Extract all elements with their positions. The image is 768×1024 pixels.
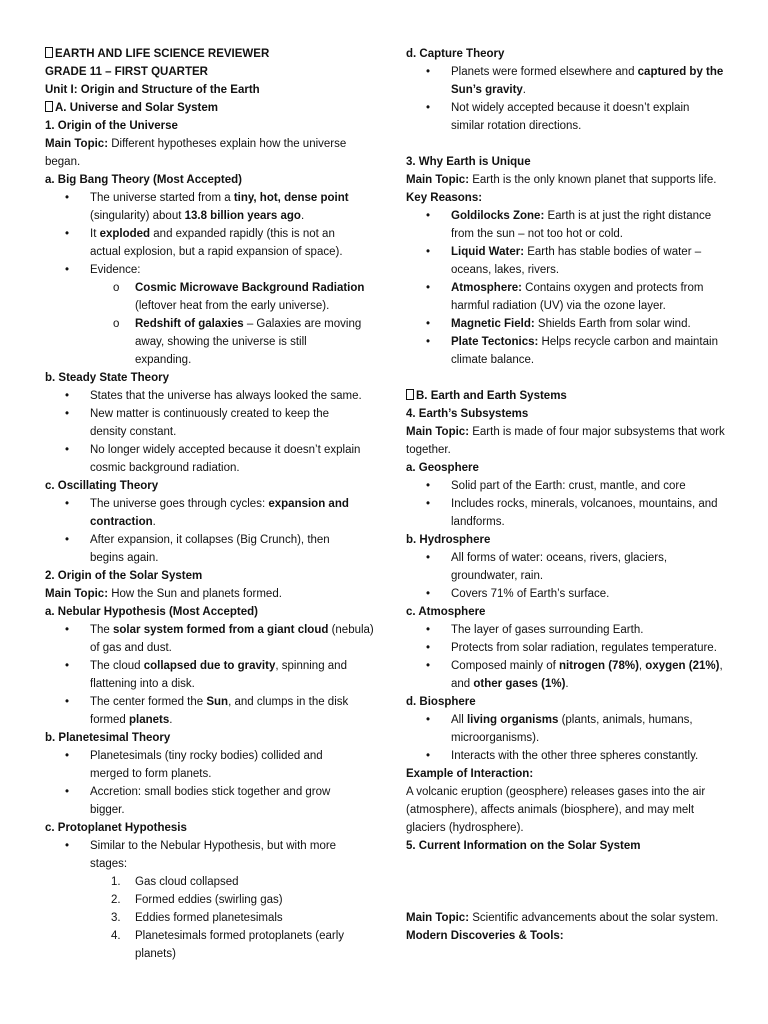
bullet-icon: • xyxy=(426,660,431,672)
doc-title: EARTH AND LIFE SCIENCE REVIEWER xyxy=(45,45,367,63)
list-item: • Protects from solar radiation, regulates temperature. xyxy=(406,639,728,657)
main-topic-4-cont: together. xyxy=(406,444,451,456)
capture-heading: d. Capture Theory xyxy=(406,48,505,60)
bullet-icon: • xyxy=(426,102,431,114)
bullet-icon: • xyxy=(65,444,70,456)
bullet-icon: • xyxy=(426,246,431,258)
list-item: • The universe goes through cycles: expansion and contraction. xyxy=(45,495,367,531)
oscillating-heading: c. Oscillating Theory xyxy=(45,480,159,492)
list-item: • Not widely accepted because it doesn’t explain similar rotation directions. xyxy=(406,99,728,135)
grade-line: GRADE 11 – FIRST QUARTER xyxy=(45,66,208,78)
big-bang-heading: a. Big Bang Theory (Most Accepted) xyxy=(45,174,243,186)
main-topic-1: Main Topic: Different hypotheses explain how the universe xyxy=(45,138,347,150)
key-reasons-heading: Key Reasons: xyxy=(406,192,483,204)
list-item: • Evidence: xyxy=(45,261,367,279)
bullet-icon: • xyxy=(426,66,431,78)
bullet-icon: • xyxy=(65,264,70,276)
list-item: • Includes rocks, minerals, volcanoes, mountains, and landforms. xyxy=(406,495,728,531)
list-item: • After expansion, it collapses (Big Crunch), then begins again. xyxy=(45,531,367,567)
list-item: • The cloud collapsed due to gravity, spinning and flattening into a disk. xyxy=(45,657,367,693)
bullet-icon: • xyxy=(65,840,70,852)
main-topic-4: Main Topic: Earth is made of four major subsystems that work xyxy=(406,426,725,438)
list-item: • States that the universe has always looked the same. xyxy=(45,387,367,405)
protoplanet-heading: c. Protoplanet Hypothesis xyxy=(45,822,187,834)
sub-bullet-icon: o xyxy=(113,282,120,294)
list-item: • All living organisms (plants, animals, humans, microorganisms). xyxy=(406,711,728,747)
bullet-icon: • xyxy=(426,336,431,348)
missing-glyph-icon xyxy=(406,389,414,400)
why-earth-unique-heading: 3. Why Earth is Unique xyxy=(406,156,531,168)
sub-list-item: o Cosmic Microwave Background Radiation (leftover heat from the early universe). xyxy=(45,279,367,315)
main-topic-2: Main Topic: How the Sun and planets formed. xyxy=(45,588,282,600)
main-topic-1-cont: began. xyxy=(45,156,81,168)
atmosphere-heading: c. Atmosphere xyxy=(406,606,486,618)
biosphere-heading: d. Biosphere xyxy=(406,696,476,708)
list-item: • The layer of gases surrounding Earth. xyxy=(406,621,728,639)
origin-solar-system-heading: 2. Origin of the Solar System xyxy=(45,570,203,582)
interaction-heading: Example of Interaction: xyxy=(406,768,534,780)
list-item: • All forms of water: oceans, rivers, glaciers, groundwater, rain. xyxy=(406,549,728,585)
list-item: • Planets were formed elsewhere and captured by the Sun’s gravity. xyxy=(406,63,728,99)
modern-discoveries-heading: Modern Discoveries & Tools: xyxy=(406,930,564,942)
list-item: • New matter is continuously created to keep the density constant. xyxy=(45,405,367,441)
bullet-icon: • xyxy=(426,624,431,636)
list-item: • The universe started from a tiny, hot, dense point (singularity) about 13.8 billion years ago. xyxy=(45,189,367,225)
section-a-heading: A. Universe and Solar System xyxy=(45,99,367,117)
bullet-icon: • xyxy=(65,750,70,762)
list-item: • Atmosphere: Contains oxygen and protects from harmful radiation (UV) via the ozone layer. xyxy=(406,279,728,315)
geosphere-heading: a. Geosphere xyxy=(406,462,479,474)
bullet-icon: • xyxy=(65,390,70,402)
left-column xyxy=(45,45,374,963)
list-item: • Plate Tectonics: Helps recycle carbon and maintain climate balance. xyxy=(406,333,728,369)
bullet-icon: • xyxy=(426,282,431,294)
bullet-icon: • xyxy=(65,624,70,636)
numbered-item: 2. Formed eddies (swirling gas) xyxy=(111,894,283,906)
bullet-icon: • xyxy=(426,498,431,510)
section-b-heading: B. Earth and Earth Systems xyxy=(406,387,728,405)
list-item: • It exploded and expanded rapidly (this is not an actual explosion, but a rapid expansion of space). xyxy=(45,225,367,261)
earth-subsystems-heading: 4. Earth’s Subsystems xyxy=(406,408,529,420)
bullet-icon: • xyxy=(426,750,431,762)
list-item: • Magnetic Field: Shields Earth from solar wind. xyxy=(406,315,728,333)
missing-glyph-icon xyxy=(45,47,53,58)
right-column xyxy=(406,45,728,945)
planetesimal-heading: b. Planetesimal Theory xyxy=(45,732,171,744)
list-item: • Goldilocks Zone: Earth is at just the right distance from the sun – not too hot or cold. xyxy=(406,207,728,243)
interaction-text: (atmosphere), affects animals (biosphere), and may melt xyxy=(406,804,695,816)
list-item: • The solar system formed from a giant cloud (nebula) of gas and dust. xyxy=(45,621,367,657)
numbered-item: 1. Gas cloud collapsed xyxy=(111,876,239,888)
bullet-icon: • xyxy=(426,480,431,492)
list-item: • Interacts with the other three spheres constantly. xyxy=(406,747,728,765)
list-item: • Solid part of the Earth: crust, mantle, and core xyxy=(406,477,728,495)
list-item: • Composed mainly of nitrogen (78%), oxygen (21%), and other gases (1%). xyxy=(406,657,728,693)
sub-list-item: o Redshift of galaxies – Galaxies are moving away, showing the universe is still expanding. xyxy=(45,315,367,369)
interaction-text: A volcanic eruption (geosphere) releases gases into the air xyxy=(406,786,706,798)
missing-glyph-icon xyxy=(45,101,53,112)
list-item: • Covers 71% of Earth’s surface. xyxy=(406,585,728,603)
list-item: • Planetesimals (tiny rocky bodies) collided and merged to form planets. xyxy=(45,747,367,783)
bullet-icon: • xyxy=(426,210,431,222)
numbered-item: 4. Planetesimals formed protoplanets (early planets) xyxy=(111,930,345,960)
bullet-icon: • xyxy=(426,714,431,726)
bullet-icon: • xyxy=(65,228,70,240)
nebular-heading: a. Nebular Hypothesis (Most Accepted) xyxy=(45,606,259,618)
bullet-icon: • xyxy=(426,588,431,600)
list-item: • The center formed the Sun, and clumps in the disk formed planets. xyxy=(45,693,367,729)
main-topic-3: Main Topic: Earth is the only known planet that supports life. xyxy=(406,174,717,186)
bullet-icon: • xyxy=(65,696,70,708)
list-item: • No longer widely accepted because it doesn’t explain cosmic background radiation. xyxy=(45,441,367,477)
interaction-text: glaciers (hydrosphere). xyxy=(406,822,524,834)
bullet-icon: • xyxy=(426,318,431,330)
list-item: • Liquid Water: Earth has stable bodies of water – oceans, lakes, rivers. xyxy=(406,243,728,279)
bullet-icon: • xyxy=(65,660,70,672)
sub-bullet-icon: o xyxy=(113,318,120,330)
bullet-icon: • xyxy=(65,498,70,510)
hydrosphere-heading: b. Hydrosphere xyxy=(406,534,491,546)
bullet-icon: • xyxy=(65,534,70,546)
bullet-icon: • xyxy=(426,642,431,654)
bullet-icon: • xyxy=(65,786,70,798)
origin-universe-heading: 1. Origin of the Universe xyxy=(45,120,178,132)
bullet-icon: • xyxy=(426,552,431,564)
bullet-icon: • xyxy=(65,408,70,420)
list-item: • Accretion: small bodies stick together and grow bigger. xyxy=(45,783,367,819)
unit-title: Unit I: Origin and Structure of the Earth xyxy=(45,84,260,96)
bullet-icon: • xyxy=(65,192,70,204)
numbered-item: 3. Eddies formed planetesimals xyxy=(111,912,283,924)
main-topic-5: Main Topic: Scientific advancements about the solar system. xyxy=(406,912,719,924)
current-info-heading: 5. Current Information on the Solar System xyxy=(406,840,641,852)
list-item: • Similar to the Nebular Hypothesis, but with more stages: xyxy=(45,837,367,873)
steady-state-heading: b. Steady State Theory xyxy=(45,372,169,384)
